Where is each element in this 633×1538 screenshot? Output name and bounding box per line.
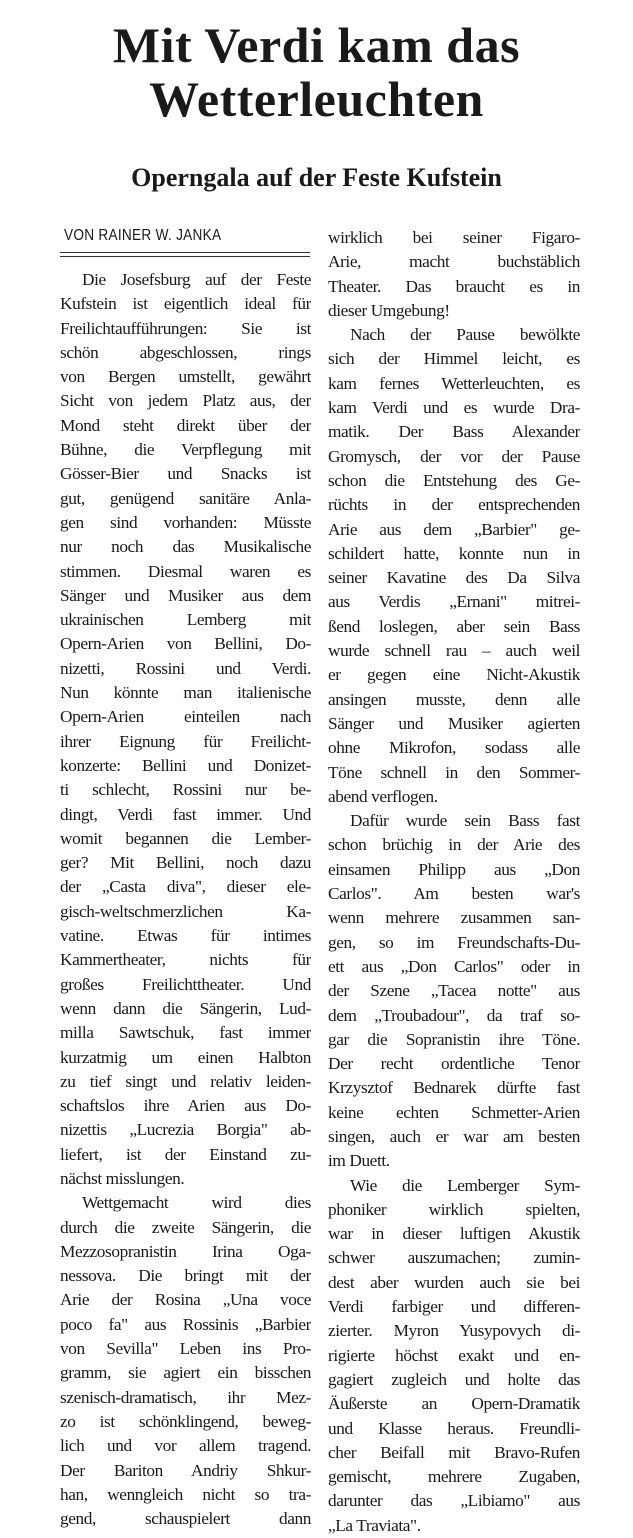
subheadline: Operngala auf der Feste Kufstein [131, 163, 502, 192]
text-line: nur noch das Musikalische [60, 537, 311, 557]
text-line: ihrer Eignung für Freilicht- [60, 731, 311, 751]
text-line: wenn mehrere zusammen san- [328, 908, 580, 928]
text-line: im Duett. [328, 1151, 390, 1171]
text-line: milla Sawtschuk, fast immer [60, 1023, 311, 1043]
text-line: Arie der Rosina „Una voce [60, 1290, 311, 1310]
text-line: von Bergen umstellt, gewährt [60, 367, 311, 387]
text-line: Verdi farbiger und differen- [328, 1297, 580, 1317]
text-line: ukrainischen Lemberg mit [60, 610, 311, 630]
text-line: keine echten Schmetter-Arien [328, 1102, 580, 1122]
text-line: Nun könnte man italienische [60, 683, 311, 703]
text-line: schön abgeschlossen, rings [60, 342, 311, 362]
text-line: schwer auszumachen; zumin- [328, 1248, 580, 1268]
text-line: ohne Mikrofon, sodass alle [328, 738, 580, 758]
text-line: Kufstein ist eigentlich ideal für [60, 294, 311, 314]
text-line: Opern-Arien einteilen nach [60, 707, 311, 727]
text-line: Nach der Pause bewölkte [350, 325, 580, 345]
text-line: dieser Umgebung! [328, 300, 450, 320]
text-line: Die Josefsburg auf der Feste [82, 270, 311, 289]
headline [0, 18, 633, 126]
text-line: liefert, ist der Einstand zu- [60, 1144, 311, 1164]
text-line: Mond steht direkt über der [60, 415, 311, 435]
text-line: Sicht von jedem Platz aus, der [60, 391, 311, 411]
text-line: und Klasse heraus. Freundli- [328, 1418, 580, 1438]
text-line: abend verflogen. [328, 786, 438, 806]
text-line: Sänger und Musiker agierten [328, 713, 580, 733]
text-line: singen, auch er war am besten [328, 1126, 580, 1146]
text-line: gen, so im Freundschafts-Du- [328, 932, 580, 952]
text-line: Der recht ordentliche Tenor [328, 1054, 580, 1074]
text-line: Sänger und Musiker aus dem [60, 585, 311, 605]
text-line: han, wenngleich nicht so tra- [60, 1484, 311, 1504]
text-line: gar die Sopranistin ihre Töne. [328, 1029, 580, 1049]
text-line: matik. Der Bass Alexander [328, 422, 580, 442]
text-line: dingt, Verdi fast immer. Und [60, 804, 311, 824]
text-line: war in dieser luftigen Akustik [328, 1224, 580, 1244]
right-column [328, 226, 580, 1538]
text-line: schon die Entstehung des Ge- [328, 470, 580, 490]
text-line: durch die zweite Sängerin, die [60, 1217, 311, 1237]
text-line: kurzatmig um einen Halbton [60, 1047, 311, 1067]
text-line: schon brüchig in der Arie des [328, 835, 580, 855]
text-line: Äußerste an Opern-Dramatik [328, 1394, 580, 1414]
text-line: darunter das „Libiamo" aus [328, 1491, 580, 1511]
text-line: szenisch-dramatisch, ihr Mez- [60, 1387, 311, 1407]
text-line: cher Beifall mit Bravo-Rufen [328, 1442, 580, 1462]
text-line: Dafür wurde sein Bass fast [350, 811, 580, 831]
text-line: Wie die Lemberger Sym- [350, 1175, 580, 1195]
text-line: nächst misslungen. [60, 1168, 185, 1188]
text-line: nessova. Die bringt mit der [60, 1266, 311, 1286]
text-line: wurde schnell rau – auch weil [328, 641, 580, 661]
text-line: ett aus „Don Carlos" oder in [328, 956, 580, 976]
text-line: aus Verdis „Ernani" mitrei- [328, 592, 580, 612]
text-line: kam fernes Wetterleuchten, es [328, 373, 580, 393]
text-line: gen sind vorhanden: Müsste [60, 512, 311, 532]
text-line: Theater. Das braucht es in [328, 276, 580, 296]
text-line: der „Casta diva", dieser ele- [60, 877, 311, 897]
text-line: dest aber wurden auch sie bei [328, 1272, 580, 1292]
text-line: Töne schnell in den Sommer- [328, 762, 580, 782]
text-line: Gösser-Bier und Snacks ist [60, 464, 311, 484]
text-line: wenn dann die Sängerin, Lud- [60, 998, 311, 1018]
text-line: seiner Kavatine des Da Silva [328, 568, 580, 588]
headline-line-1: Mit Verdi kam das [112, 17, 521, 73]
text-line: sich der Himmel leicht, es [328, 349, 580, 369]
text-line: kam Verdi und es wurde Dra- [328, 398, 580, 418]
text-line: Krzysztof Bednarek dürfte fast [328, 1078, 580, 1098]
text-line: Arie, macht buchstäblich [328, 252, 580, 272]
text-line: nizetti, Rossini und Verdi. [60, 658, 311, 678]
text-line: zo ist schönklingend, beweg- [60, 1411, 311, 1431]
text-line: von Sevilla" Leben ins Pro- [60, 1339, 311, 1359]
text-line: poco fa" aus Rossinis „Barbier [60, 1314, 311, 1334]
text-line: der Szene „Tacea notte" aus [328, 981, 580, 1001]
byline-rule [60, 252, 310, 257]
text-line: ßend loslegen, aber sein Bass [328, 616, 580, 636]
text-line: zierter. Myron Yusypovych di- [328, 1321, 580, 1341]
text-line: womit begannen die Lember- [60, 828, 311, 848]
text-line: wirklich bei seiner Figaro- [328, 228, 580, 247]
text-line: gisch-weltschmerzlichen Ka- [60, 901, 311, 921]
text-line: dem „Troubadour", da traf so- [328, 1005, 580, 1025]
text-line: rigierte höchst exakt und en- [328, 1345, 580, 1365]
text-line: gend, schauspielert dann [60, 1509, 311, 1529]
text-line: Wettgemacht wird dies [82, 1193, 311, 1213]
text-line: Bühne, die Verpflegung mit [60, 440, 311, 460]
text-line: stimmen. Diesmal waren es [60, 561, 311, 581]
text-line: Arie aus dem „Barbier" ge- [328, 519, 580, 539]
byline: VON RAINER W. JANKA [64, 227, 222, 244]
text-line: er gegen eine Nicht-Akustik [328, 665, 580, 685]
text-line: gut, genügend sanitäre Anla- [60, 488, 311, 508]
text-line: ti schlecht, Rossini nur be- [60, 780, 311, 800]
text-line: gemischt, mehrere Zugaben, [328, 1467, 580, 1487]
headline-line-2: Wetterleuchten [149, 71, 484, 127]
text-line: Carlos". Am besten war's [328, 884, 580, 904]
text-line: „La Traviata". [328, 1515, 421, 1535]
text-line: großes Freilichttheater. Und [60, 974, 311, 994]
text-line: lich und vor allem tragend. [60, 1436, 311, 1456]
text-line: Der Bariton Andriy Shkur- [60, 1460, 311, 1480]
text-line: konzerte: Bellini und Donizet- [60, 755, 311, 775]
text-line: rüchts in der entsprechenden [328, 495, 580, 515]
text-line: nizettis „Lucrezia Borgia" ab- [60, 1120, 311, 1140]
text-line: Kammertheater, nichts für [60, 950, 311, 970]
left-column [60, 268, 311, 1531]
text-line: Freilichtaufführungen: Sie ist [60, 318, 311, 338]
text-line: schildert hatte, konnte nun in [328, 543, 580, 563]
text-line: gagiert zugleich und holte das [328, 1369, 580, 1389]
text-line: einsamen Philipp aus „Don [328, 859, 580, 879]
text-line: Opern-Arien von Bellini, Do- [60, 634, 311, 654]
text-line: Gromysch, der vor der Pause [328, 446, 580, 466]
text-line: schaftslos ihre Arien aus Do- [60, 1096, 311, 1116]
text-line: ansingen musste, denn alle [328, 689, 580, 709]
text-line: zu tief singt und relativ leiden- [60, 1071, 311, 1091]
text-line: gramm, sie agiert ein bisschen [60, 1363, 311, 1383]
text-line: Mezzosopranistin Irina Oga- [60, 1241, 311, 1261]
text-line: phoniker wirklich spielten, [328, 1199, 580, 1219]
text-line: vatine. Etwas für intimes [60, 926, 311, 946]
text-line: ger? Mit Bellini, noch dazu [60, 853, 311, 873]
